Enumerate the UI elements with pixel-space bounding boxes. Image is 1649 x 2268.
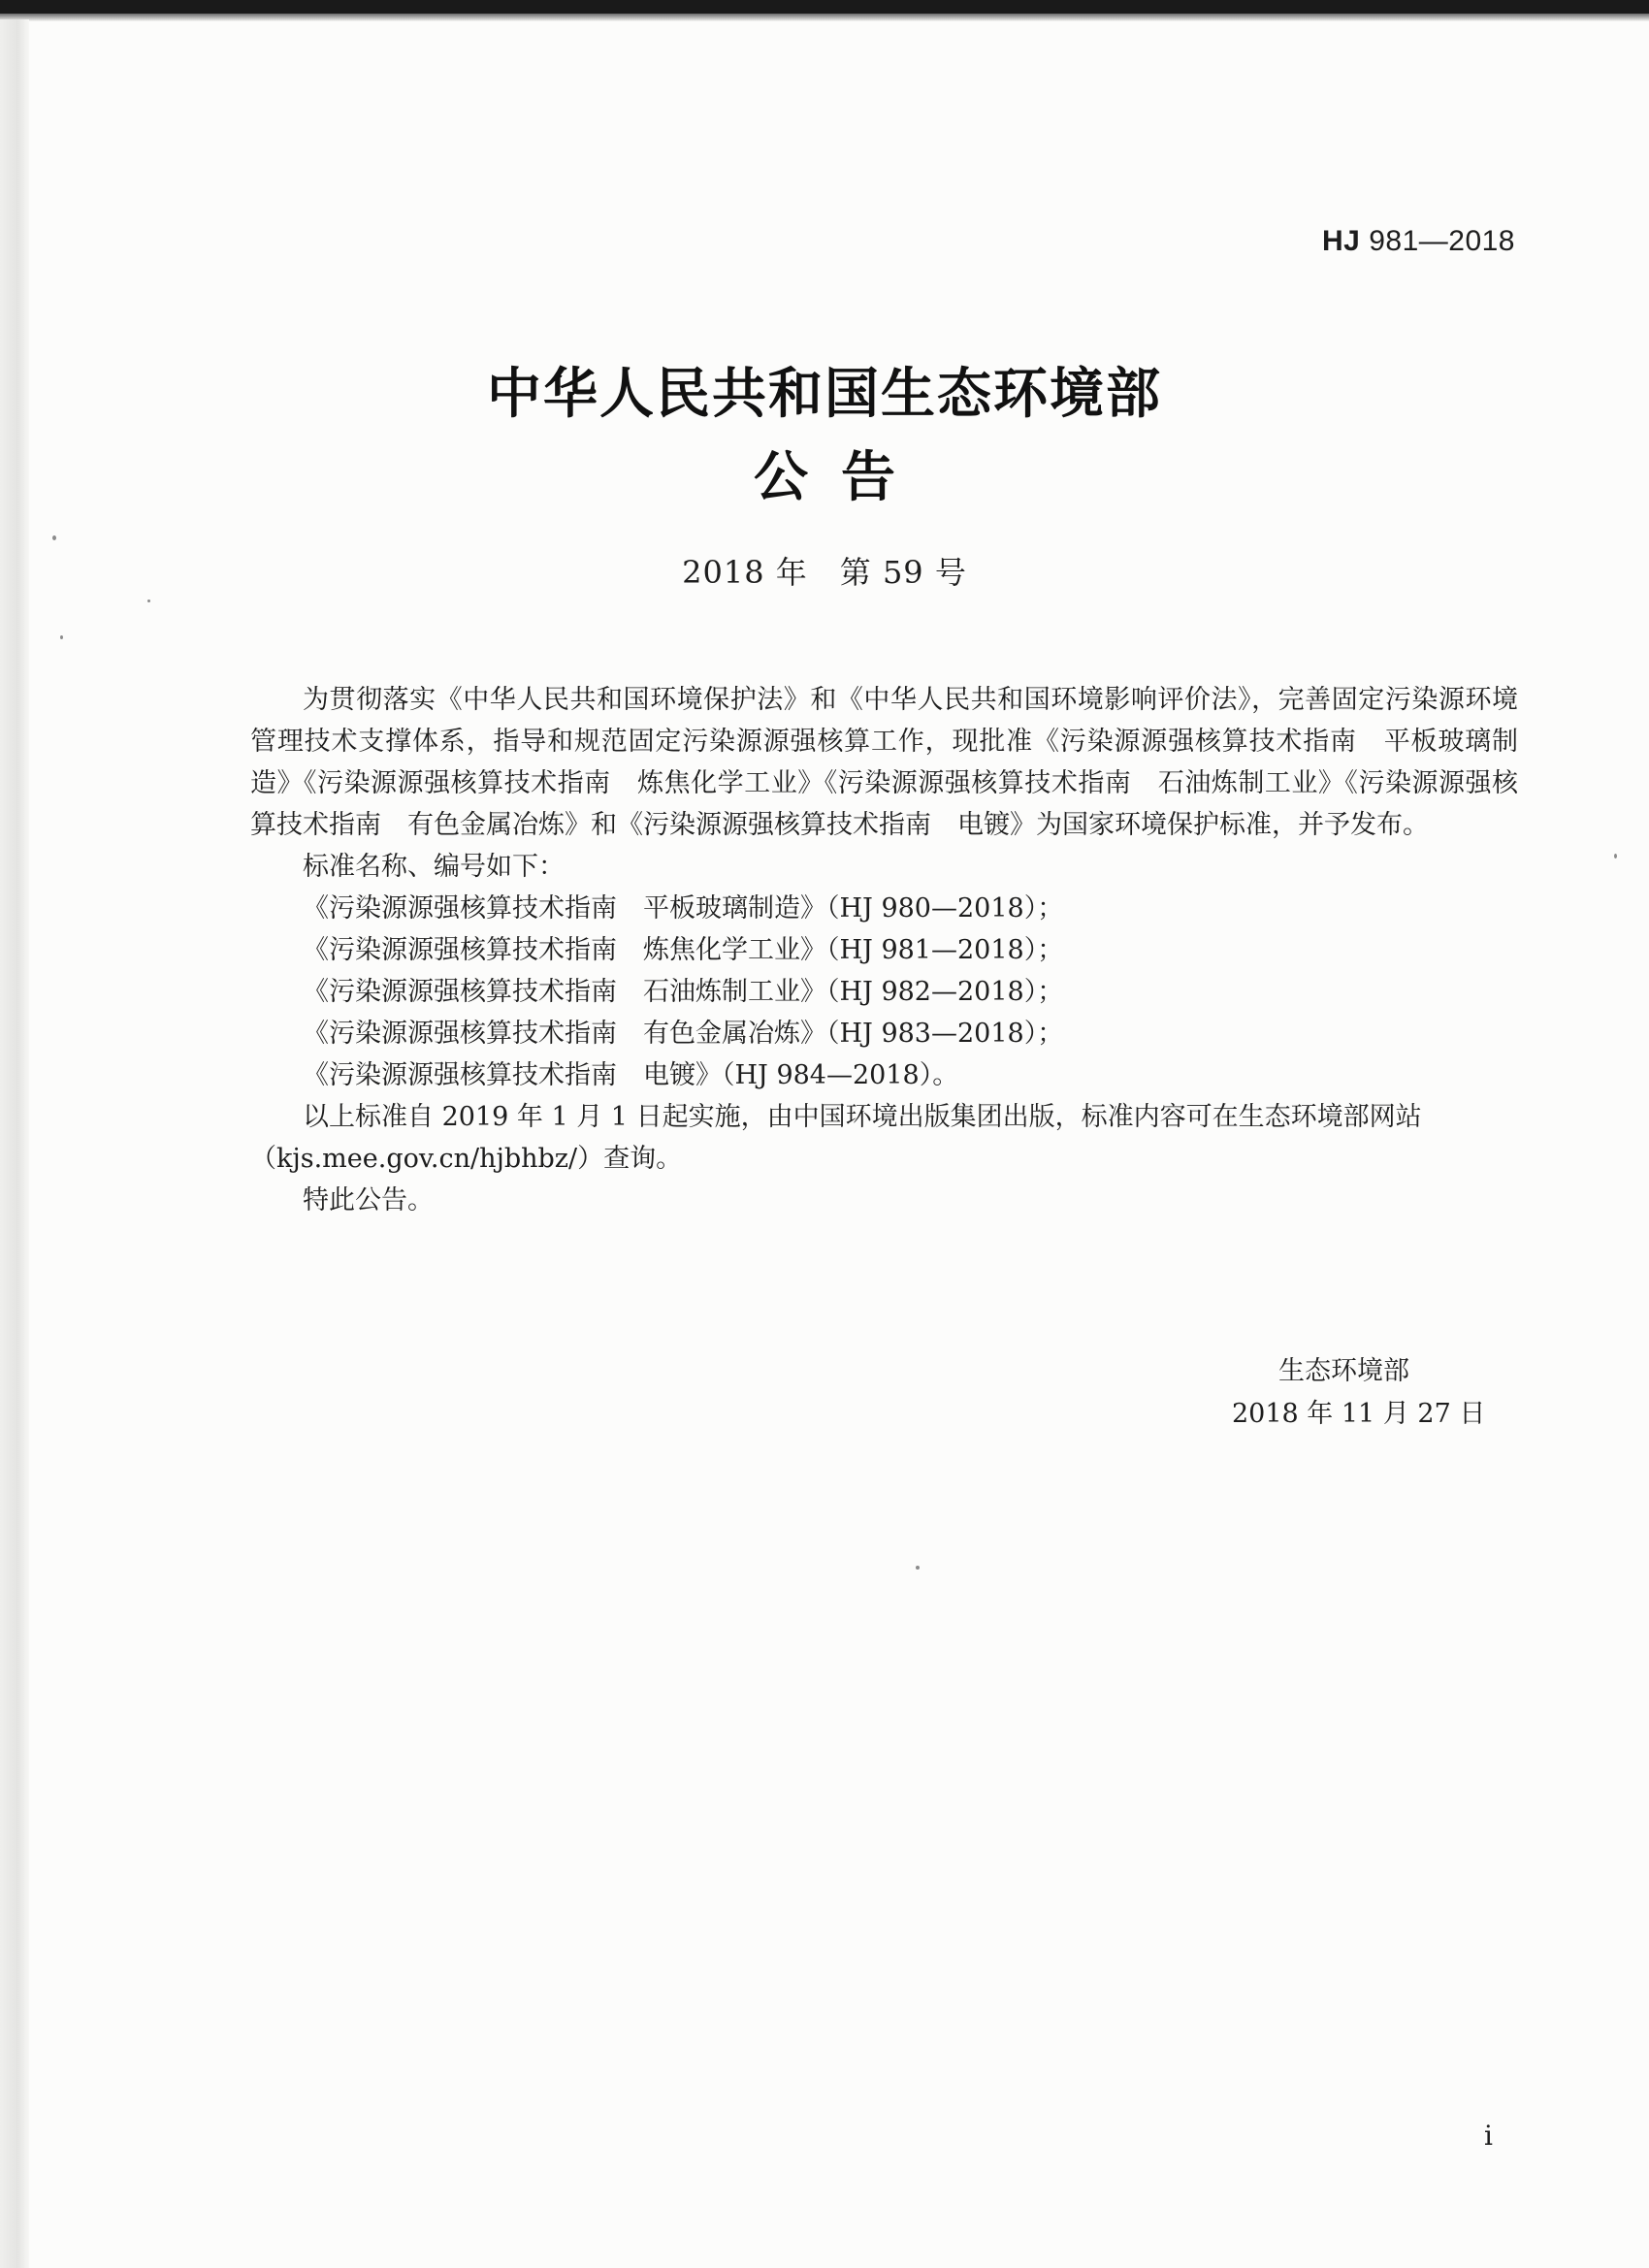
scan-speck: [60, 635, 63, 639]
list-header: 标准名称、编号如下：: [303, 852, 565, 882]
effective-date-paragraph: 以上标准自 2019 年 1 月 1 日起实施，由中国环境出版集团出版，标准内容可在生态环境部网站: [303, 1102, 1422, 1132]
scan-speck: [52, 535, 56, 540]
document-title: 中华人民共和国生态环境部: [487, 362, 1162, 426]
closing-line: 特此公告。: [303, 1185, 434, 1215]
scan-top-shadow: [0, 14, 1649, 21]
scan-speck: [147, 599, 150, 602]
standard-item: 《污染源源强核算技术指南 平板玻璃制造》（HJ 980—2018）；: [303, 893, 1064, 923]
issue-date: 2018 年 11 月 27 日: [1232, 1399, 1486, 1429]
intro-paragraph: 为贯彻落实《中华人民共和国环境保护法》和《中华人民共和国环境影响评价法》，完善固定污染源环境管理技术支撑体系，指导和规范固定污染源源强核算工作，现批准《污染源源强核算技术指南 平板玻璃制造》《污染源源强核算技术指南 炼焦化学工业》《污染源源强核算技术指南 石油炼制工业》《污染源源强核算技术指南 有色金属冶炼》和《污染源源强核算技术指南 电镀》为国家环境保护标准，并予发布。: [250, 685, 1518, 840]
page-number: i: [1484, 2120, 1493, 2152]
standard-item: 《污染源源强核算技术指南 炼焦化学工业》（HJ 981—2018）；: [303, 935, 1064, 965]
issuing-organization: 生态环境部: [1278, 1356, 1409, 1386]
signature-block: [1232, 1350, 1485, 1436]
standard-item: 《污染源源强核算技术指南 电镀》（HJ 984—2018）。: [303, 1060, 959, 1090]
website-reference: （kjs.mee.gov.cn/hjbhbz/）查询。: [250, 1144, 683, 1174]
issue-number: 2018 年 第 59 号: [682, 554, 967, 591]
scan-top-edge: [0, 0, 1649, 14]
scan-speck: [1614, 854, 1617, 859]
standard-code-prefix: HJ: [1322, 225, 1361, 257]
standard-item: 《污染源源强核算技术指南 石油炼制工业》（HJ 982—2018）；: [303, 977, 1064, 1007]
standard-code: [1322, 225, 1515, 258]
standard-item: 《污染源源强核算技术指南 有色金属冶炼》（HJ 983—2018）；: [303, 1019, 1064, 1049]
scan-speck: [916, 1566, 920, 1570]
document-subtitle: 公告: [754, 445, 928, 509]
standard-code-number: 981—2018: [1369, 225, 1515, 257]
announcement-body: [250, 679, 1518, 1221]
